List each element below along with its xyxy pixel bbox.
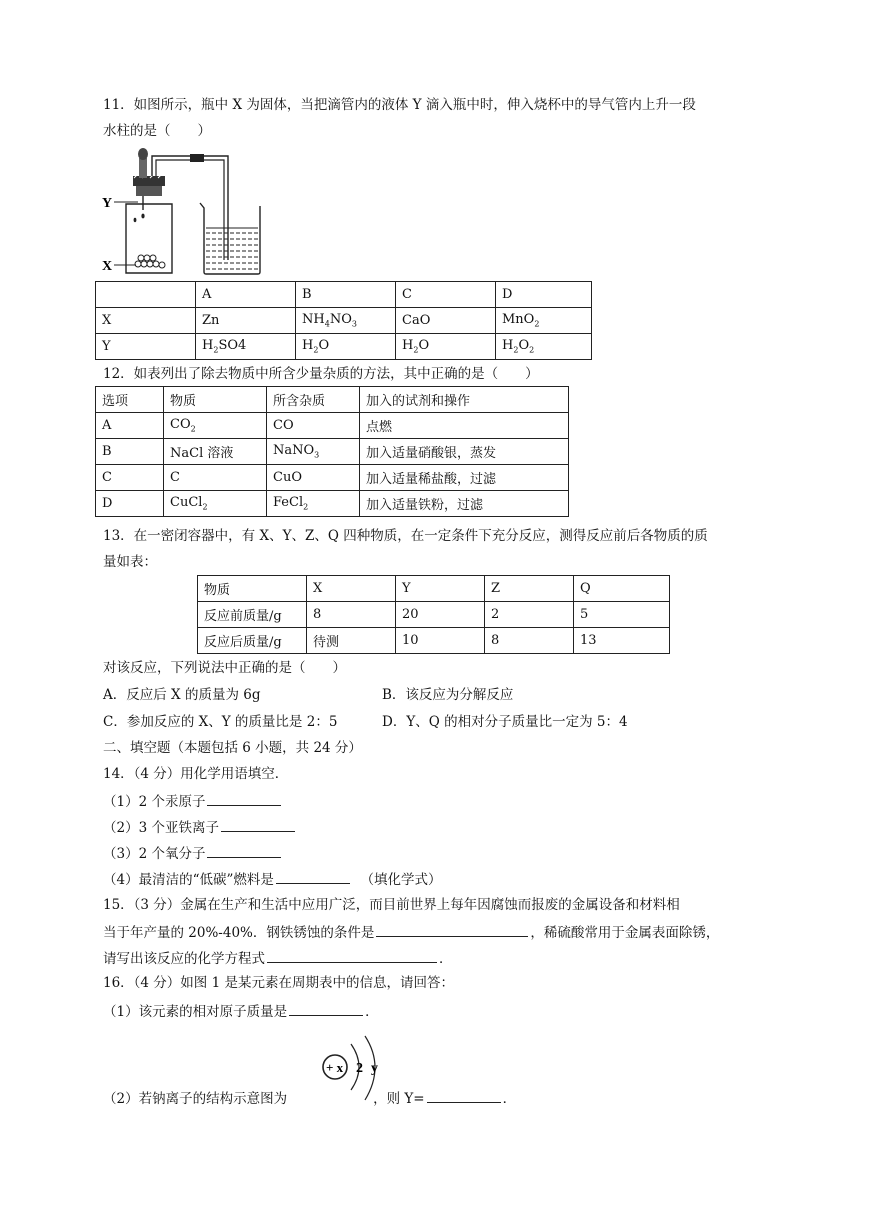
q11-line1: 11．如图所示，瓶中 X 为固体，当把滴管内的液体 Y 滴入瓶中时，伸入烧杯中的导气管内上升一段	[103, 97, 696, 113]
answer-blank[interactable]	[376, 921, 528, 937]
answer-blank[interactable]	[267, 947, 437, 963]
answer-blank[interactable]	[276, 868, 350, 884]
answer-blank[interactable]	[289, 1000, 363, 1016]
q14-item4: （4）最清洁的“低碳”燃料是 （填化学式）	[103, 868, 442, 890]
q13-line1: 13．在一密闭容器中，有 X、Y、Z、Q 四种物质，在一定条件下充分反应，测得反应前后各物质的质	[103, 528, 708, 544]
svg-text:+ x: + x	[326, 1060, 344, 1075]
answer-blank[interactable]	[221, 816, 295, 832]
q11-line2: 水柱的是（ ）	[103, 123, 211, 139]
q11-table: A B C D X Zn $NH_4NO_3$ CaO MnO$_2$ Y $H_2SO4$ $H_2O$ $H_2O$ $H_2O_2$	[95, 281, 592, 360]
q14-line1: 14．（4 分）用化学用语填空．	[103, 766, 289, 782]
q14-item2: （2）3 个亚铁离子	[103, 816, 297, 838]
q13-option-b: B．该反应为分解反应	[382, 687, 514, 703]
q16-item2: （2）若钠离子的结构示意图为 ，则 Y= ．	[103, 1087, 516, 1109]
q13-line2: 量如表：	[103, 554, 157, 570]
q12-line1: 12．如表列出了除去物质中所含少量杂质的方法，其中正确的是（ ）	[103, 366, 539, 382]
q16-line1: 16．（4 分）如图 1 是某元素在周期表中的信息，请回答：	[103, 975, 454, 991]
q13-option-d: D．Y、Q 的相对分子质量比一定为 5：4	[382, 714, 628, 730]
q14-item1: （1）2 个汞原子	[103, 790, 283, 812]
q13-option-c: C．参加反应的 X、Y 的质量比是 2：5	[103, 714, 338, 730]
q15-line3: 请写出该反应的化学方程式 ．	[103, 947, 453, 969]
section-heading: 二、填空题（本题包括 6 小题，共 24 分）	[103, 740, 362, 756]
q15-line1: 15．（3 分）金属在生产和生活中应用广泛，而目前世界上每年因腐蚀而报废的金属设备和材料相	[103, 897, 680, 913]
q13-table: 物质 X Y Z Q 反应前质量/g 8 20 2 5 反应后质量/g 待测 10 8 13	[197, 575, 670, 654]
q14-item3: （3）2 个氧分子	[103, 842, 283, 864]
label-x: X	[102, 259, 113, 274]
answer-blank[interactable]	[207, 790, 281, 806]
q16-item1: （1）该元素的相对原子质量是 ．	[103, 1000, 379, 1022]
svg-text:2: 2	[356, 1061, 363, 1076]
answer-blank[interactable]	[207, 842, 281, 858]
svg-text:y: y	[371, 1061, 378, 1076]
q12-table: 选项 物质 所含杂质 加入的试剂和操作 A $CO_2$ CO 点燃 B NaCl 溶液 NaNO$_3$ 加入适量硝酸银，蒸发 C C CuO 加入适量稀盐酸，过滤 D CuCl$_2$ FeCl$_2$ 加入适量铁粉，过滤	[95, 386, 569, 517]
q15-line2: 当于年产量的 20%-40%．钢铁锈蚀的条件是 ，稀硫酸常用于金属表面除锈，	[103, 921, 719, 943]
q13-line3: 对该反应，下列说法中正确的是（ ）	[103, 660, 346, 676]
apparatus-diagram	[100, 148, 270, 280]
label-y: Y	[102, 196, 113, 211]
answer-blank[interactable]	[427, 1087, 501, 1103]
q13-option-a: A．反应后 X 的质量为 6g	[103, 687, 261, 703]
